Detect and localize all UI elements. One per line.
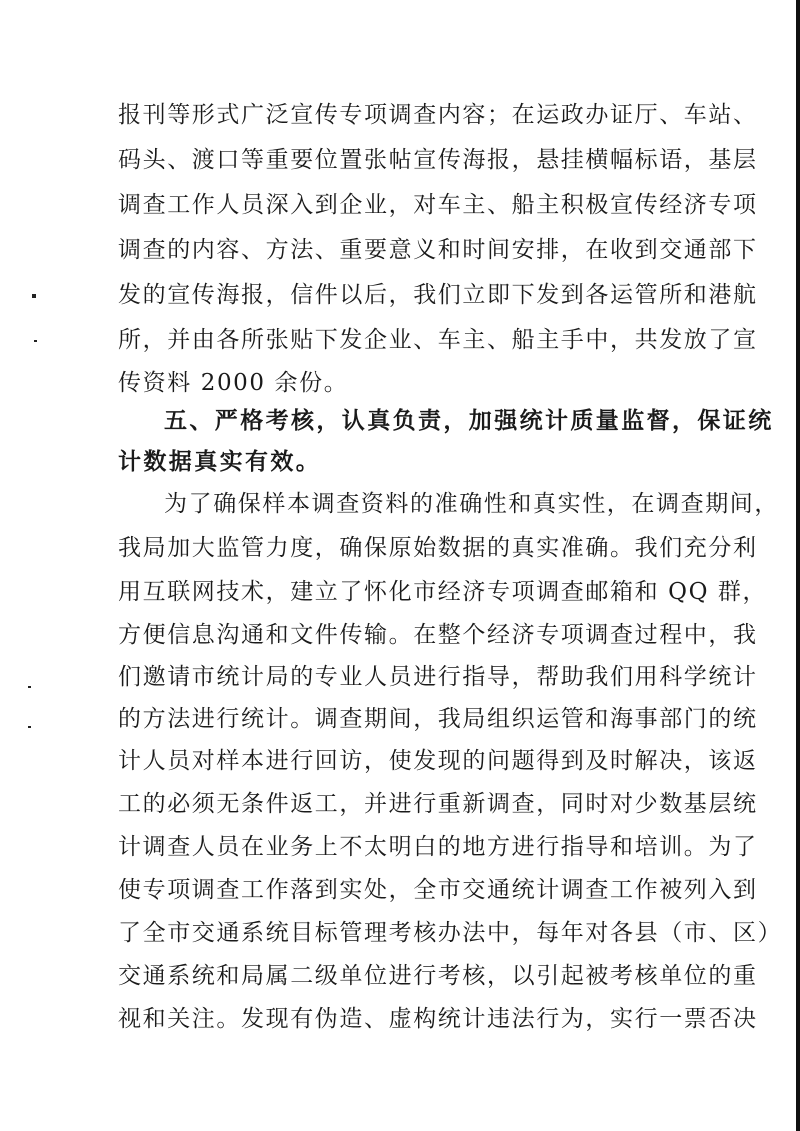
text-line: 交通系统和局属二级单位进行考核，以引起被考核单位的重 (118, 963, 758, 989)
text-line: 的方法进行统计。调查期间，我局组织运管和海事部门的统 (118, 706, 758, 732)
text-line: 使专项调查工作落到实处，全市交通统计调查工作被列入到 (118, 877, 758, 903)
section-heading: 五、严格考核，认真负责，加强统计质量监督，保证统 (164, 407, 774, 434)
text-line: 视和关注。发现有伪造、虚构统计违法行为，实行一票否决 (118, 1006, 758, 1032)
text-line: 了全市交通系统目标管理考核办法中，每年对各县（市、区） (118, 920, 783, 946)
text-line: 传资料 2000 余份。 (118, 370, 349, 396)
scan-speck (34, 340, 37, 342)
text-line: 调查工作人员深入到企业，对车主、船主积极宣传经济专项 (118, 192, 758, 218)
text-line: 所，并由各所张贴下发企业、车主、船主手中，共发放了宣 (118, 327, 758, 353)
text-line: 们邀请市统计局的专业人员进行指导，帮助我们用科学统计 (118, 664, 758, 690)
text-line: 报刊等形式广泛宣传专项调查内容；在运政办证厅、车站、 (118, 102, 758, 128)
text-line: 计调查人员在业务上不太明白的地方进行指导和培训。为了 (118, 834, 758, 860)
text-line: 调查的内容、方法、重要意义和时间安排，在收到交通部下 (118, 237, 758, 263)
text-line: 发的宣传海报，信件以后，我们立即下发到各运管所和港航 (118, 282, 758, 308)
text-line: 工的必须无条件返工，并进行重新调查，同时对少数基层统 (118, 791, 758, 817)
text-line: 码头、渡口等重要位置张帖宣传海报，悬挂横幅标语，基层 (118, 147, 758, 173)
text-line: 方便信息沟通和文件传输。在整个经济专项调查过程中，我 (118, 622, 758, 648)
text-line: 用互联网技术，建立了怀化市经济专项调查邮箱和 QQ 群， (118, 579, 768, 605)
scan-speck (28, 726, 31, 728)
text-line: 我局加大监管力度，确保原始数据的真实准确。我们充分利 (118, 535, 758, 561)
paragraph-start-line: 为了确保样本调查资料的准确性和真实性，在调查期间， (164, 491, 779, 517)
text-line: 计人员对样本进行回访，使发现的问题得到及时解决，该返 (118, 748, 758, 774)
section-heading-continued: 计数据真实有效。 (118, 448, 322, 475)
scan-edge-border (796, 0, 800, 1131)
scan-speck (32, 294, 36, 298)
scan-speck (28, 686, 31, 688)
